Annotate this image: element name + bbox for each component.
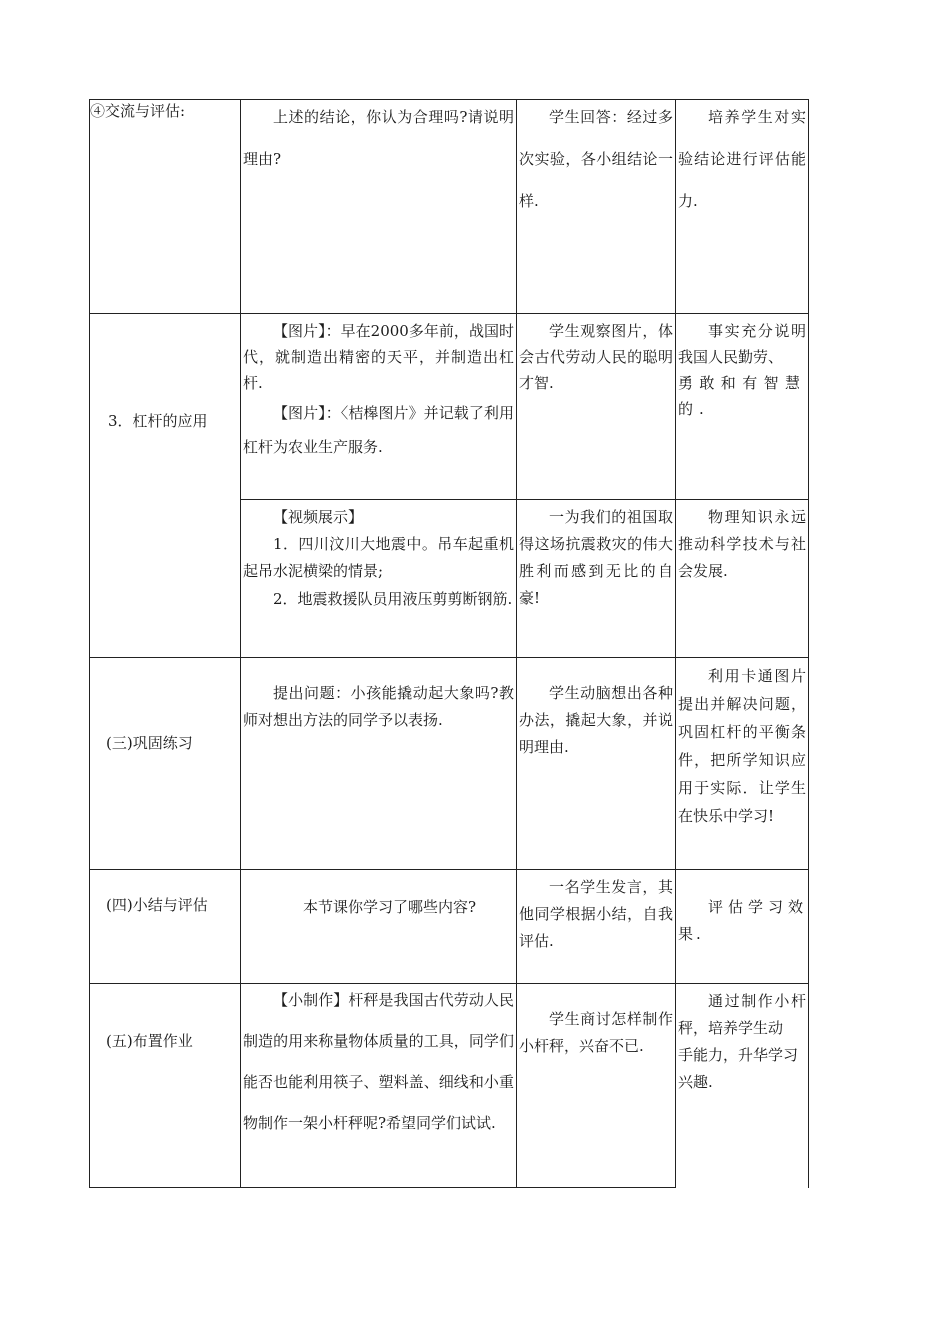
stage-cell <box>90 100 241 314</box>
table-row <box>90 658 809 870</box>
stage-cell <box>90 314 241 658</box>
intent-text: 物理知识永远推动科学技术与社会发展. <box>678 508 806 580</box>
intent-text: 培养学生对实验结论进行评估能力. <box>678 108 806 210</box>
student-activity-cell <box>517 658 676 870</box>
teacher-activity-cell <box>241 314 517 500</box>
teacher-text: 1．四川汶川大地震中。吊车起重机起吊水泥横梁的情景; <box>243 535 514 580</box>
student-text: 一为我们的祖国取得这场抗震救灾的伟大胜利而感到无比的自豪! <box>519 508 673 607</box>
stage-label: (四)小结与评估 <box>106 896 208 914</box>
design-intent-cell <box>676 100 809 314</box>
table-row <box>90 984 809 1188</box>
design-intent-cell <box>676 984 809 1188</box>
design-intent-cell <box>676 658 809 870</box>
table-row <box>90 870 809 984</box>
student-text: 学生动脑想出各种办法，撬起大象，并说明理由. <box>519 684 673 756</box>
table-row <box>90 100 809 314</box>
intent-text: 勇敢和有智慧的. <box>678 374 806 418</box>
teacher-activity-cell <box>241 658 517 870</box>
intent-text: 手能力，升华学习 <box>678 1046 799 1064</box>
teacher-text: 【图片】：早在2000多年前，战国时代，就制造出精密的天平，并制造出杠杆. <box>243 322 514 392</box>
teacher-activity-cell <box>241 100 517 314</box>
intent-text: 兴趣. <box>678 1073 713 1091</box>
stage-cell <box>90 658 241 870</box>
student-activity-cell <box>517 984 676 1188</box>
student-activity-cell <box>517 100 676 314</box>
student-text: 学生观察图片，体会古代劳动人民的聪明才智. <box>519 322 673 392</box>
teacher-text: 提出问题：小孩能撬动起大象吗?教师对想出方法的同学予以表扬. <box>243 684 514 729</box>
student-text: 一名学生发言，其他同学根据小结，自我评估. <box>519 878 673 950</box>
student-activity-cell <box>517 870 676 984</box>
stage-cell <box>90 870 241 984</box>
student-text: 学生回答：经过多次实验，各小组结论一样. <box>519 108 673 210</box>
student-text: 学生商讨怎样制作小杆秤，兴奋不已. <box>519 1010 673 1055</box>
teacher-activity-cell <box>241 870 517 984</box>
table-row <box>90 314 809 500</box>
stage-label: (三)巩固练习 <box>106 734 193 752</box>
stage-label: (五)布置作业 <box>106 1032 193 1050</box>
intent-text: 评估学习效果. <box>678 898 806 943</box>
teacher-text: 上述的结论，你认为合理吗?请说明理由? <box>243 108 514 168</box>
intent-text: 通过制作小杆秤，培养学生动 <box>678 992 806 1037</box>
stage-label: 3．杠杆的应用 <box>108 412 208 430</box>
student-activity-cell <box>517 314 676 500</box>
lesson-plan-table <box>89 99 809 1188</box>
intent-text: 事实充分说明我国人民勤劳、 <box>678 322 806 366</box>
teacher-text: 本节课你学习了哪些内容? <box>303 898 477 916</box>
stage-label: ④交流与评估: <box>90 102 186 120</box>
design-intent-cell <box>676 500 809 658</box>
teacher-activity-cell <box>241 500 517 658</box>
design-intent-cell <box>676 314 809 500</box>
design-intent-cell <box>676 870 809 984</box>
teacher-text: 2．地震救援队员用液压剪剪断钢筋. <box>273 590 513 608</box>
intent-text: 利用卡通图片提出并解决问题，巩固杠杆的平衡条件，把所学知识应用于实际．让学生在快乐中学习! <box>678 667 806 825</box>
teacher-activity-cell <box>241 984 517 1188</box>
student-activity-cell <box>517 500 676 658</box>
teacher-text: 【小制作】杆秤是我国古代劳动人民制造的用来称量物体质量的工具，同学们能否也能利用筷子、塑料盖、细线和小重物制作一架小杆秤呢?希望同学们试试. <box>243 991 514 1132</box>
teacher-text: 【图片】：〈桔槔图片》并记载了利用杠杆为农业生产服务. <box>243 404 514 456</box>
stage-cell <box>90 984 241 1188</box>
teacher-text: 【视频展示】 <box>273 508 364 526</box>
